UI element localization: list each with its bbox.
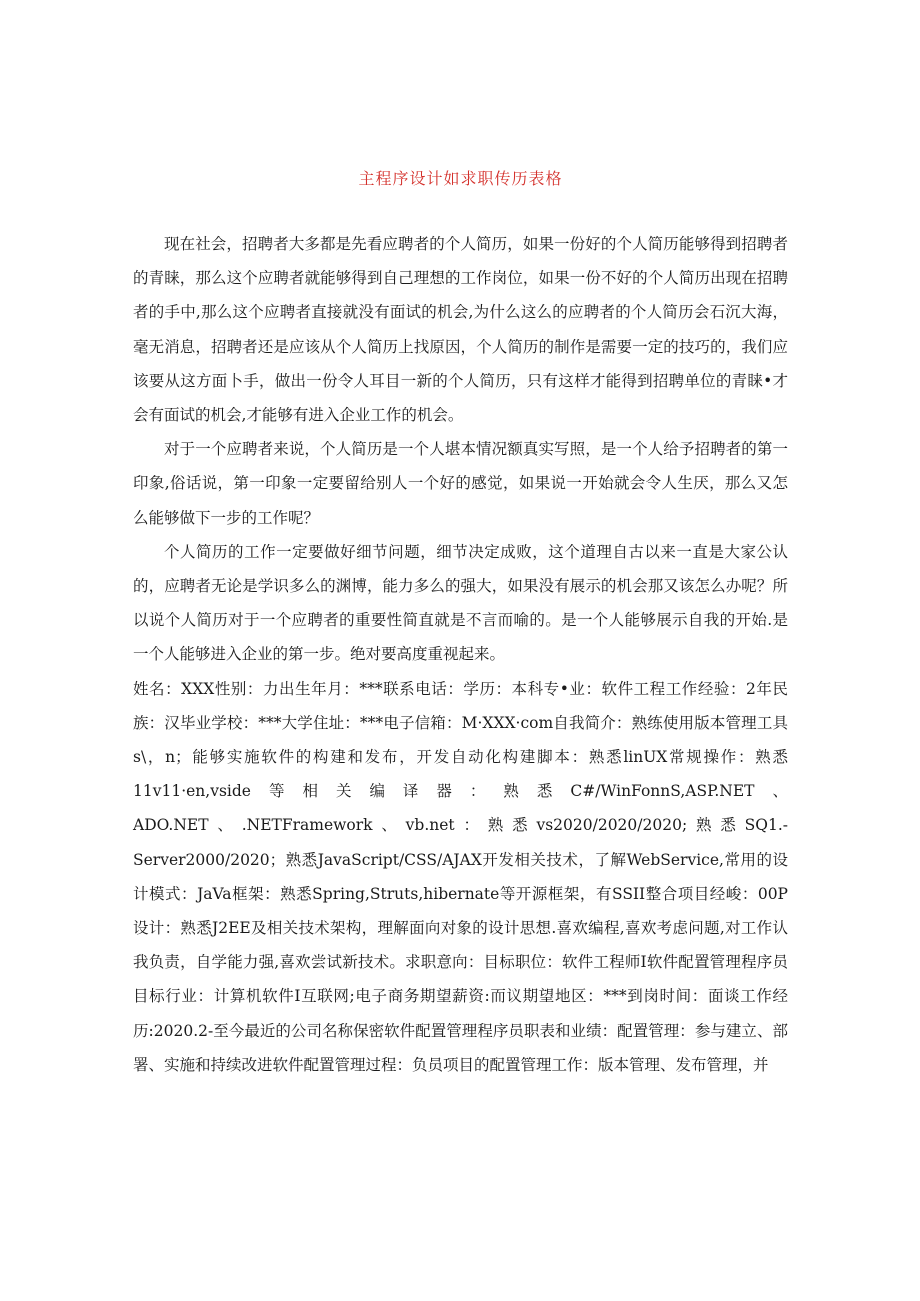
paragraph-intro: 现在社会，招聘者大多都是先看应聘者的个人简历，如果一份好的个人简历能够得到招聘者的青睐，那么这个应聘者就能够得到自己理想的工作岗位，如果一份不好的个人简历出现在招聘者的手中,那么这个应聘者直接就没有面试的机会,为什么这么的应聘者的个人简历会石沉大海，毫无消息，招聘者还是应该从个人简历上找原因，个人简历的制作是需要一定的技巧的，我们应该要从这方面卜手，做出一份令人耳目一新的个人简历，只有这样才能得到招聘单位的青睐•才会有面试的机会,才能够有进入企业工作的机会。 xyxy=(133,235,788,425)
document-title: 主程序设计如求职传历表格 xyxy=(358,169,563,188)
paragraph-details: 个人简历的工作一定要做好细节问题，细节决定成败，这个道理自古以来一直是大家公认的，应聘者无论是学识多么的渊博，能力多么的强大，如果没有展示的机会那又该怎么办呢？所以说个人简历对于一个应聘者的重要性简直就是不言而喻的。是一个人能够展示自我的开始.是一个人能够进入企业的第一步。绝对要高度重视起来。 xyxy=(133,542,788,664)
document-body xyxy=(133,227,788,1082)
paragraph-first-impression: 对于一个应聘者来说，个人简历是一个人堪本情况额真实写照，是一个人给予招聘者的第一印象,俗话说，第一印象一定要留给别人一个好的感觉，如果说一开始就会令人生厌，那么又怎么能够做下一步的工作呢？ xyxy=(133,440,788,527)
paragraph-resume-details: 姓名：XXX性别：力出生年月：***联系电话：学历：本科专•业：软件工程工作经验：2年民族：汉毕业学校：***大学住址：***电子信箱：M·XXX·com自我简介：熟练使用版本管理工具s\，n；能够实施软件的构建和发布，开发自动化构建脚本：熟悉linUX常规操作：熟悉11v11·en,vside等相关编译器：熟悉C#/WinFonnS,ASP.NET、ADO.NET、.NETFramework、vb.net：熟悉vs2020/2020/2020;熟悉SQ1.-Server2000/2020；熟悉JavaScript/CSS/AJAX开发相关技术，了解WebService,常用的设计模式：JaVa框架：熟悉Spring,Struts,hibernate等开源框架，有SSII整合项目经峻：00P设计：熟悉J2EE及相关技术架构，理解面向对象的设计思想.喜欢编程,喜欢考虑问题,对工作认我负责，自学能力强,喜欢尝试新技术。求职意向：目标职位：软件工程师I软件配置管理程序员目标行业：计算机软件I互联网;电子商务期望薪资:而议期望地区：***到岗时间：面谈工作经历:2020.2-至今最近的公司名称保密软件配置管理程序员职表和业绩：配置管理：参与建立、部署、实施和持续改进软件配置管理过程：负员项目的配置管理工作：版本管理、发布管理，并 xyxy=(133,679,788,1074)
